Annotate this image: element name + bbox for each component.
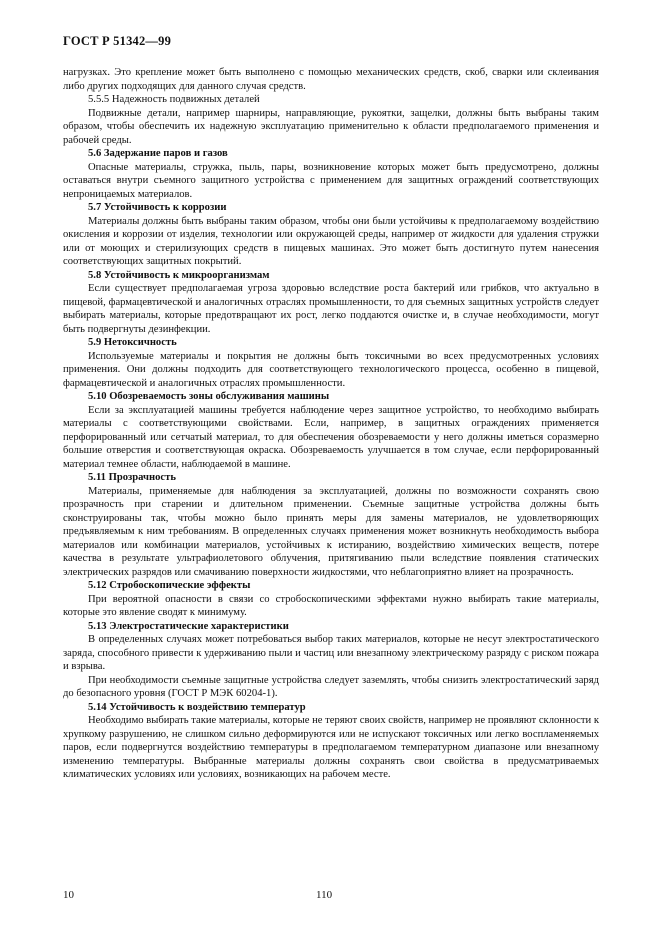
paragraph: Опасные материалы, стружка, пыль, пары, возникновение которых может быть предусмотрено, должны оставаться внутри съемного защитного устройства с применением для защитных ограждений соответствующих непроницаемых материалов. xyxy=(63,161,599,200)
section-heading: 5.13 Электростатические характеристики xyxy=(88,620,289,632)
section-heading: 5.11 Прозрачность xyxy=(88,472,176,483)
document-body xyxy=(63,66,599,782)
paragraph: Материалы, применяемые для наблюдения за эксплуатацией, должны по возможности сохранять свою прозрачность при старении и длительном применении. Съемные защитные устройства должны быть сконструированы так, чтобы можно было принять меры для замены материалов, не удовлетворяющих предъявляемым к ним требованиям. В определенных случаях применения может возникнуть необходимость выбора материалов или комбинации материалов, устойчивых к истиранию, воздействию химических веществ, потере качества в результате ультрафиолетового облучения, притягиванию пыли вследствие появления статических электрических разрядов или смачиванию поверхности жидкостями, что неблагоприятно влияет на прозрачность. xyxy=(63,485,599,578)
paragraph: нагрузках. Это крепление может быть выполнено с помощью механических средств, скоб, сварки или склеивания либо других подходящих для данного случая средств. xyxy=(63,67,599,92)
paragraph: Подвижные детали, например шарниры, направляющие, рукоятки, защелки, должны быть выбраны таким образом, чтобы обеспечить их надежную эксплуатацию применительно к области предполагаемого применения и рабочей среды. xyxy=(63,107,599,146)
page-number-left: 10 xyxy=(63,889,74,901)
paragraph: В определенных случаях может потребоваться выбор таких материалов, которые не несут электростатического заряда, способного привести к удерживанию пыли и частиц или внезапному электрическому разряду с риском пожара и взрыва. xyxy=(63,634,599,672)
subsection-heading: 5.5.5 Надежность подвижных деталей xyxy=(88,94,260,105)
paragraph: Если существует предполагаемая угроза здоровью вследствие роста бактерий или грибков, что актуально в пищевой, фармацевтической и аналогичных отраслях промышленности, то для съемных защитных устройств следует выбирать материалы, которые предотвращают их рост, легко поддаются очистке и, в случае необходимости, могут быть подвергнуты дезинфекции. xyxy=(63,283,599,335)
section-heading: 5.10 Обозреваемость зоны обслуживания машины xyxy=(88,391,330,402)
paragraph: При вероятной опасности в связи со стробоскопическими эффектами нужно выбирать такие материалы, которые это явление сводят к минимуму. xyxy=(63,593,599,618)
paragraph: Используемые материалы и покрытия не должны быть токсичными во всех предусмотренных условиях применения. Они должны подходить для соответствующего технологического процесса, особенно в пищевой, фармацевтической и аналогичных отраслях промышленности. xyxy=(63,350,599,389)
paragraph: Если за эксплуатацией машины требуется наблюдение через защитное устройство, то необходимо выбирать материалы с соответствующими свойствами. Если, например, в защитных ограждениях применяется перфорированный или сетчатый материал, то для обеспечения обозреваемости у него должны иметься соразмерно большие отверстия и соответствующая окраска. Обозреваемость улучшается в том случае, если перфорированный материал темнее области, наблюдаемой в машине. xyxy=(63,404,599,470)
paragraph: При необходимости съемные защитные устройства следует заземлять, чтобы снизить электростатический заряд до безопасного уровня (ГОСТ Р МЭК 60204-1). xyxy=(63,674,599,699)
document-header: ГОСТ Р 51342—99 xyxy=(63,34,172,48)
paragraph: Материалы должны быть выбраны таким образом, чтобы они были устойчивы к предполагаемому воздействию окисления и коррозии от изделия, технологии или окружающей среды, например от жидкости для удаления стружки или от моющих и стерилизующих средств в пищевых машинах. Это может быть достигнуто путем нанесения соответствующих защитных покрытий. xyxy=(63,215,599,267)
section-heading: 5.6 Задержание паров и газов xyxy=(88,148,228,159)
paragraph: Необходимо выбирать такие материалы, которые не теряют своих свойств, например не проявляют склонности к хрупкому разрушению, не слишком сильно деформируются или не испускают токсичных или легко воспламеняемых паров, если подвергнутся воздействию температуры в предполагаемом температурном диапазоне или внезапному изменению температуры. Выбранные материалы должны сохранять свои свойства в предусматриваемых климатических условиях или условиях, возникающих на рабочем месте. xyxy=(63,715,599,780)
page-number-center: 110 xyxy=(316,889,333,901)
section-heading: 5.7 Устойчивость к коррозии xyxy=(88,202,227,213)
section-heading: 5.8 Устойчивость к микроорганизмам xyxy=(88,269,270,281)
section-heading: 5.12 Стробоскопические эффекты xyxy=(88,580,251,591)
section-heading: 5.14 Устойчивость к воздействию температур xyxy=(88,701,306,713)
section-heading: 5.9 Нетоксичность xyxy=(88,337,177,348)
